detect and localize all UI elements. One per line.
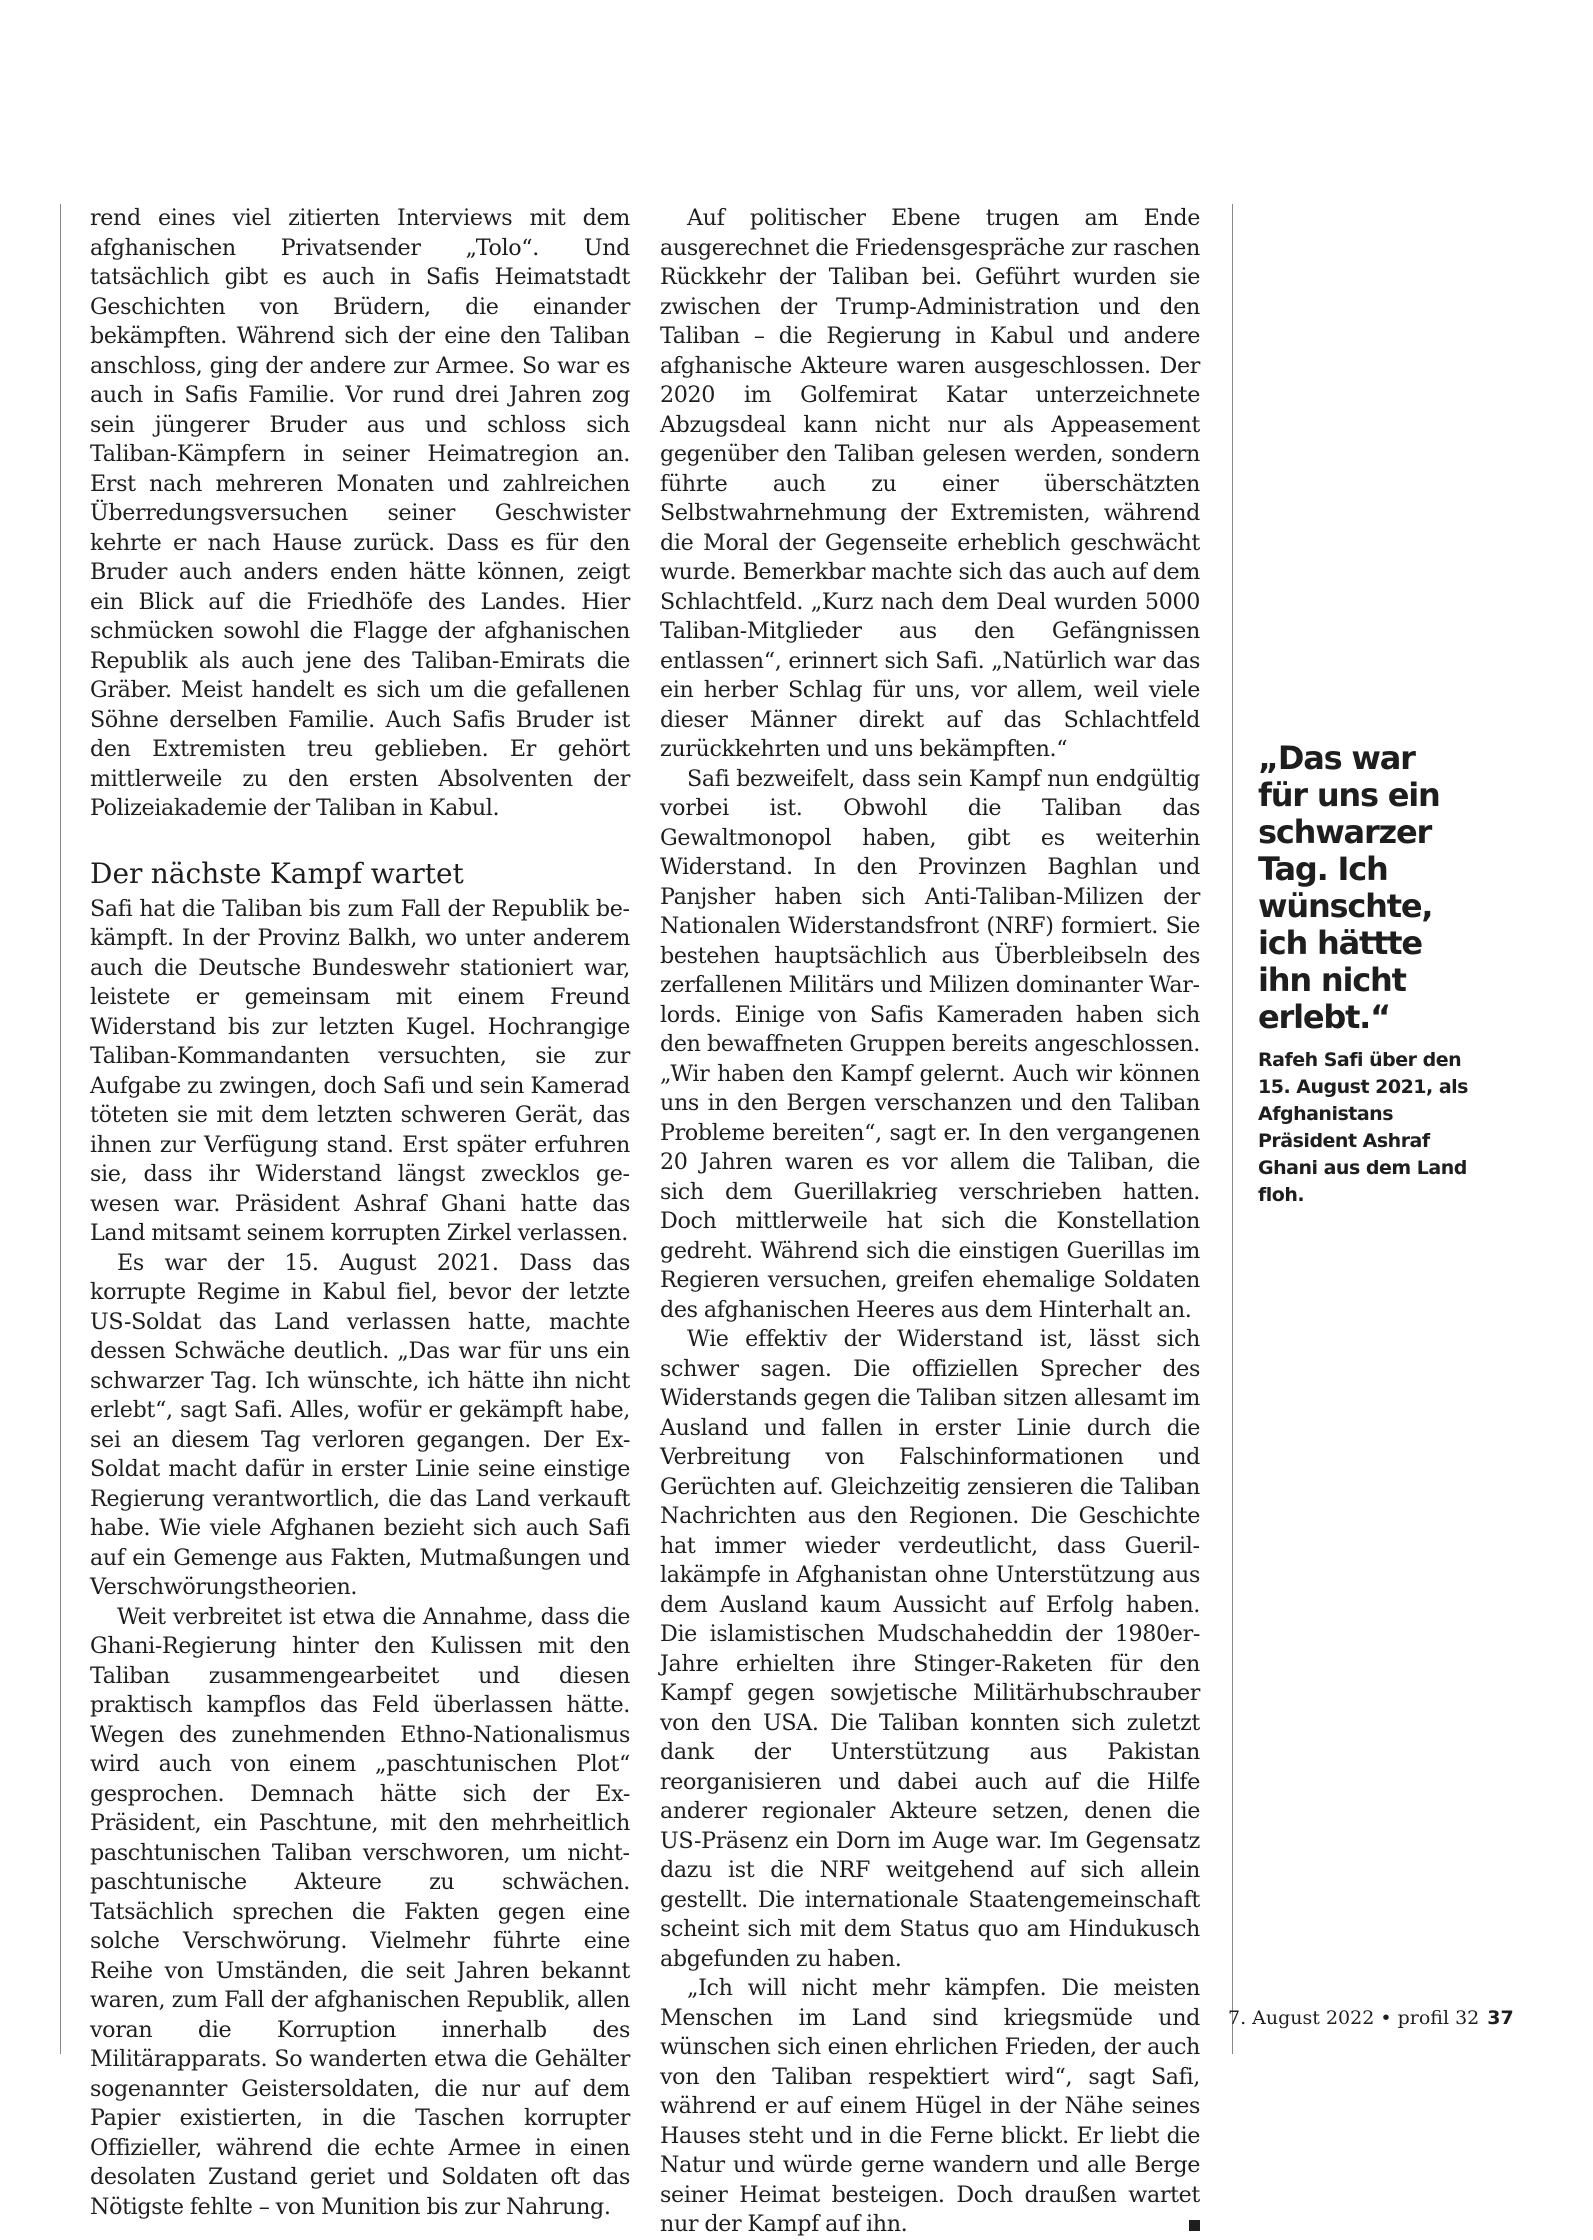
paragraph: Weit verbreitet ist etwa die Annahme, dass die Ghani-Regierung hinter den Kulissen mit den Taliban zusammengearbeitet und diesen praktisch kampflos das Feld überlassen hätte. Wegen des zunehmenden Ethno-Nationalismus wird auch von einem „paschtunischen Plot“ gesprochen. Demnach hätte sich der Ex-Präsident, ein Paschtune, mit den mehrheitlich paschtunischen Taliban verschworen, um nichtpaschtunische Akteure zu schwächen. Tatsächlich sprechen die Fakten gegen eine solche Verschwörung. Vielmehr führte eine Reihe von Umständen, die seit Jahren bekannt waren, zum Fall der afghanischen Republik, allen voran die Korruption innerhalb des Militärapparats. So wanderten etwa die Gehälter sogenannter Geistersoldaten, die nur auf dem Papier existierten, in die Taschen korrupter Offizieller, während die echte Armee in einen desolaten Zustand geriet und Soldaten oft das Nötigste fehlte – von Munition bis zur Nahrung. — [90, 1603, 630, 2220]
paragraph: Safi hat die Taliban bis zum Fall der Republik bekämpft. In der Provinz Balkh, wo unter anderem auch die Deutsche Bundeswehr stationiert war, leistete er gemeinsam mit einem Freund Widerstand bis zur letzten Kugel. Hochrangige Taliban-Kommandanten versuchten, sie zur Aufgabe zu zwingen, doch Safi und sein Kamerad töteten sie mit dem letzten schweren Gerät, das ihnen zur Verfügung stand. Erst später erfuhren sie, dass ihr Widerstand längst zwecklos gewesen war. Präsident Ashraf Ghani hatte das Land mitsamt seinem korrupten Zirkel verlassen. — [90, 895, 630, 1246]
section-heading: Der nächste Kampf wartet — [90, 856, 464, 890]
end-of-article-mark — [1189, 2220, 1200, 2231]
footer-date-issue: 7. August 2022 • profil 32 — [1228, 2007, 1480, 2029]
article-column-middle — [660, 204, 1200, 2240]
column-rule-left — [60, 204, 61, 2054]
page-footer — [1228, 2007, 1528, 2029]
paragraph: Es war der 15. August 2021. Dass das korrupte Regime in Kabul fiel, bevor der letzte US-Soldat das Land verlassen hatte, machte dessen Schwäche deutlich. „Das war für uns ein schwarzer Tag. Ich wünschte, ich hätte ihn nicht erlebt“, sagt Safi. Alles, wofür er gekämpft habe, sei an diesem Tag verloren gegangen. Der Ex-Soldat macht dafür in erster Linie seine einstige Regierung verantwortlich, die das Land verkauft habe. Wie viele Afghanen bezieht sich auch Safi auf ein Gemenge aus Fakten, Mutmaßungen und Verschwörungstheorien. — [90, 1249, 630, 1600]
pull-quote: „Das war für uns ein schwarzer Tag. Ich wünschte, ich hättte ihn nicht erlebt.“ — [1258, 739, 1440, 1036]
page-number: 37 — [1487, 2007, 1514, 2029]
paragraph: Auf politischer Ebene trugen am Ende ausgerechnet die Friedensgespräche zur raschen Rückkehr der Taliban bei. Geführt wurden sie zwischen der Trump-Administration und den Taliban – die Regierung in Kabul und andere afghanische Akteure waren ausgeschlossen. Der 2020 im Golfemirat Katar unterzeichnete Abzugsdeal kann nicht nur als Appeasement gegenüber den Taliban gelesen werden, sondern führte auch zu einer überschätzten Selbstwahrnehmung der Extremisten, während die Moral der Gegenseite erheblich geschwächt wurde. Bemerkbar machte sich das auch auf dem Schlachtfeld. „Kurz nach dem Deal wurden 5000 Taliban-Mitglieder aus den Gefängnissen entlassen“, erinnert sich Safi. „Natürlich war das ein herber Schlag für uns, vor allem, weil viele dieser Männer direkt auf das Schlachtfeld zurückkehrten und uns bekämpften.“ — [660, 205, 1200, 762]
paragraph: rend eines viel zitierten Interviews mit dem afghanischen Privatsender „Tolo“. Und tatsächlich gibt es auch in Safis Heimatstadt Geschichten von Brüdern, die einander bekämpften. Während sich der eine den Taliban anschloss, ging der andere zur Armee. So war es auch in Safis Familie. Vor rund drei Jahren zog sein jüngerer Bruder aus und schloss sich Taliban-Kämpfern in seiner Heimatregion an. Erst nach mehreren Monaten und zahlreichen Überredungsversuchen seiner Geschwister kehrte er nach Hause zurück. Dass es für den Bruder auch anders enden hätte können, zeigt ein Blick auf die Friedhöfe des Landes. Hier schmücken sowohl die Flagge der afghanischen Republik als auch jene des Taliban-Emirats die Gräber. Meist handelt es sich um die gefallenen Söhne derselben Familie. Auch Safis Bruder ist den Extremisten treu geblieben. Er gehört mittlerweile zu den ersten Absolventen der Polizeiakademie der Taliban in Kabul. — [90, 205, 630, 821]
column-rule-right — [1232, 204, 1233, 2054]
paragraph: Wie effektiv der Widerstand ist, lässt sich schwer sagen. Die offiziellen Sprecher des Widerstands gegen die Taliban sitzen allesamt im Ausland und fallen in erster Linie durch die Verbreitung von Falschinformationen und Gerüchten auf. Gleichzeitig zensieren die Taliban Nachrichten aus den Regionen. Die Geschichte hat immer wieder verdeutlicht, dass Guerillakämpfe in Afghanistan ohne Unterstützung aus dem Ausland kaum Aussicht auf Erfolg haben. Die islamistischen Mudschaheddin der 1980er-Jahre erhielten ihre Stinger-Raketen für den Kampf gegen sowjetische Militärhubschrauber von den USA. Die Taliban konnten sich zuletzt dank der Unterstützung aus Pakistan reorganisieren und dabei auch auf die Hilfe anderer regionaler Akteure setzen, denen die US-Präsenz ein Dorn im Auge war. Im Gegensatz dazu ist die NRF weitgehend auf sich allein gestellt. Die internationale Staatengemeinschaft scheint sich mit dem Status quo am Hindukusch abgefunden zu haben. — [660, 1326, 1200, 1972]
article-column-left — [90, 204, 630, 2222]
paragraph: Safi bezweifelt, dass sein Kampf nun endgültig vorbei ist. Obwohl die Taliban das Gewaltmonopol haben, gibt es weiterhin Widerstand. In den Provinzen Baghlan und Panjsher haben sich Anti-Taliban-Milizen der Nationalen Widerstandsfront (NRF) formiert. Sie bestehen hauptsächlich aus Überbleibseln des zerfallenen Militärs und Milizen dominanter Warlords. Einige von Safis Kameraden haben sich den bewaffneten Gruppen bereits angeschlossen. „Wir haben den Kampf gelernt. Auch wir können uns in den Bergen verschanzen und den Taliban Probleme bereiten“, sagt er. In den vergangenen 20 Jahren waren es vor allem die Taliban, die sich dem Guerillakrieg verschrieben hatten. Doch mittlerweile hat sich die Konstellation gedreht. Während sich die einstigen Guerillas im Regieren versuchen, greifen ehemalige Soldaten des afghanischen Heeres aus dem Hinterhalt an. — [660, 765, 1200, 1323]
paragraph-final-text: „Ich will nicht mehr kämpfen. Die meisten Menschen im Land sind kriegsmüde und wünschen sich einen ehrlichen Frieden, der auch von den Taliban respektiert wird“, sagt Safi, während er auf einem Hügel in der Nähe seines Hauses steht und in die Ferne blickt. Er liebt die Natur und würde gerne wandern und alle Berge seiner Heimat besteigen. Doch draußen wartet nur der Kampf auf ihn. — [660, 1975, 1200, 2237]
pull-quote-caption: Rafeh Safi über den 15. August 2021, als Afghanistans Präsident Ashraf Ghani aus dem Land floh. — [1258, 1049, 1468, 1206]
paragraph-final — [660, 1974, 1200, 2240]
